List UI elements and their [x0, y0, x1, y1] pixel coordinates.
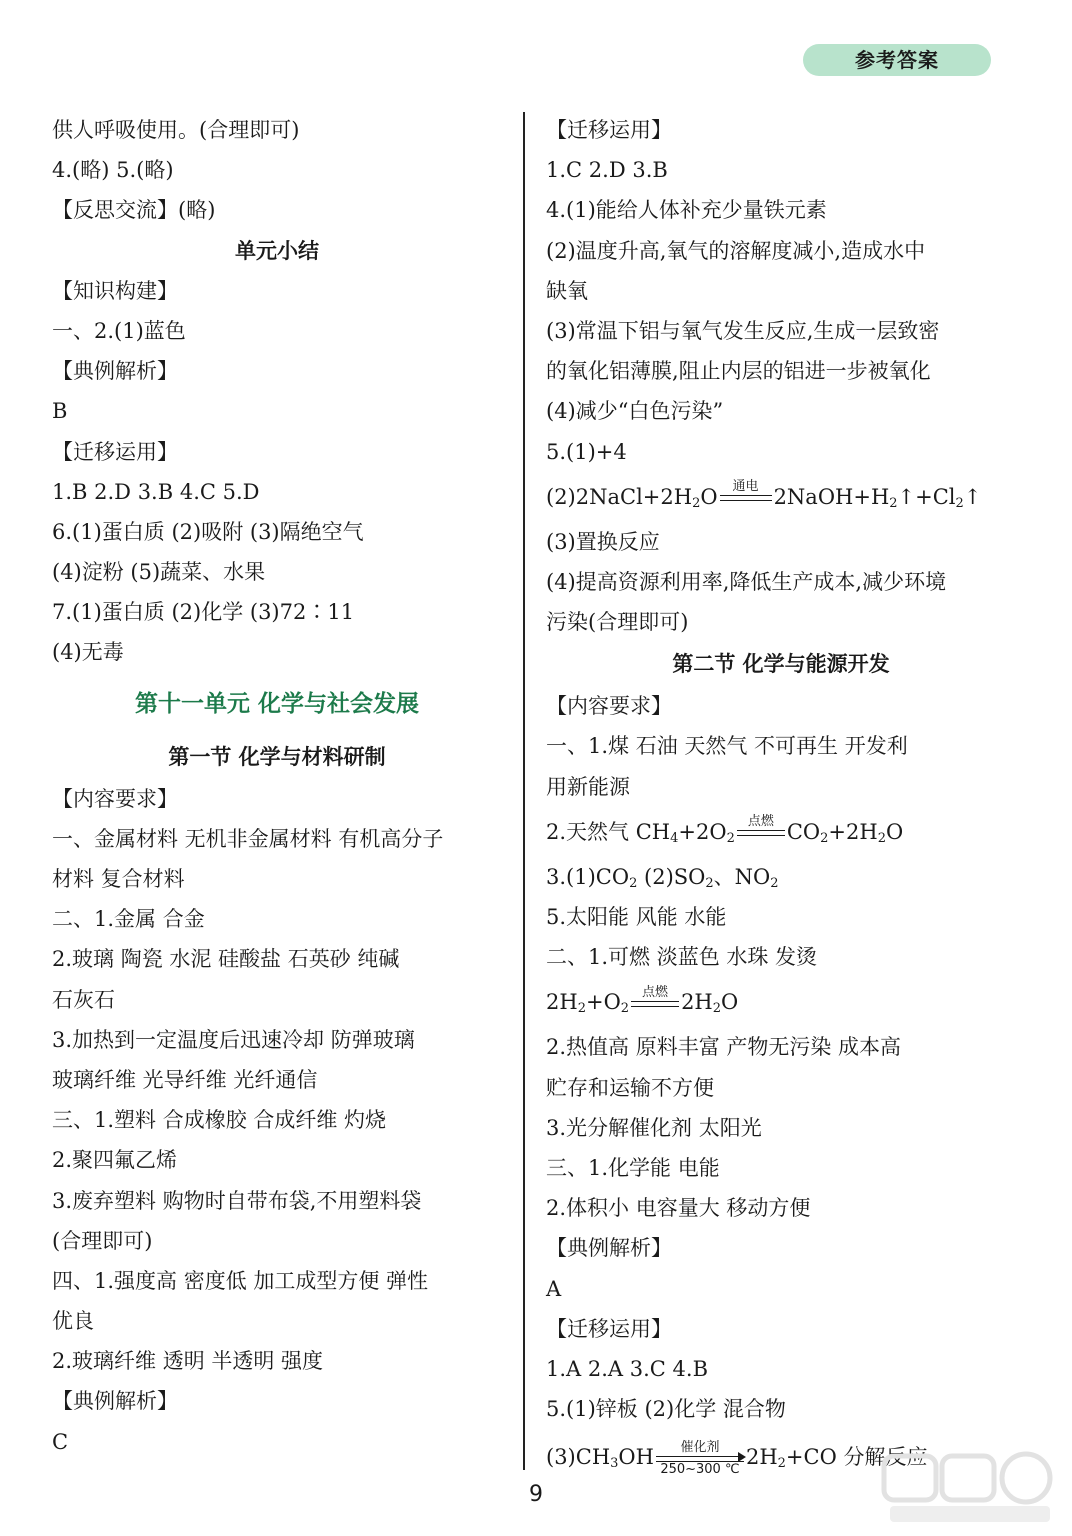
text-line: A [546, 1276, 562, 1301]
reaction-condition-empty [720, 502, 772, 516]
text-line: 三、1.塑料 合成橡胶 合成纤维 灼烧 [52, 1108, 387, 1133]
eq-text: 、NO [713, 864, 771, 889]
eq-subscript: 2 [712, 1001, 722, 1017]
eq-subscript: 2 [777, 1456, 786, 1472]
unit-heading: 第十一单元 化学与社会发展 [134, 690, 419, 717]
eq-text: OH [618, 1445, 654, 1470]
eq-text: O [721, 990, 739, 1015]
text-line: 一、2.(1)蓝色 [52, 318, 186, 343]
text-line: (4)淀粉 (5)蔬菜、水果 [52, 560, 266, 585]
text-line: 石灰石 [52, 987, 115, 1012]
reaction-condition: 点燃 [747, 814, 774, 830]
text-line: 【知识构建】 [52, 278, 178, 303]
eq-text: O [700, 484, 718, 509]
text-line: 1.B 2.D 3.B 4.C 5.D [52, 479, 260, 504]
eq-subscript: 2 [955, 495, 964, 511]
text-line: 一、金属材料 无机非金属材料 有机高分子 [52, 826, 444, 851]
text-line: 三、1.化学能 电能 [546, 1155, 720, 1180]
text-line: 供人呼吸使用。(合理即可) [52, 118, 300, 142]
reaction-arrow [656, 1441, 744, 1477]
eq-text: 2.天然气 CH [546, 819, 671, 844]
text-line: 5.(1)+4 [546, 439, 627, 464]
text-line: (3)置换反应 [546, 529, 660, 554]
text-line: 5.(1)锌板 (2)化学 混合物 [546, 1397, 786, 1422]
text-line: 7.(1)蛋白质 (2)化学 (3)72∶11 [52, 600, 355, 625]
text-line: 【迁移运用】 [546, 118, 672, 142]
text-line: (3)常温下铝与氧气发生反应,生成一层致密 [546, 318, 940, 343]
eq-subscript: 4 [670, 830, 679, 846]
text-line: 贮存和运输不方便 [546, 1075, 714, 1100]
column-divider [523, 112, 525, 1470]
eq-text: (2)SO [637, 864, 706, 889]
page-number: 9 [529, 1482, 543, 1507]
text-line: 玻璃纤维 光导纤维 光纤通信 [52, 1067, 318, 1092]
watermark-logo-icon [880, 1450, 1060, 1528]
eq-subscript: 3 [610, 1456, 619, 1472]
text-line: 四、1.强度高 密度低 加工成型方便 弹性 [52, 1268, 429, 1293]
eq-text: ↑ [963, 484, 982, 509]
text-line: 3.光分解催化剂 太阳光 [546, 1115, 762, 1140]
text-line: 2.聚四氟乙烯 [52, 1148, 178, 1173]
text-line: (2)温度升高,氧气的溶解度减小,造成水中 [546, 238, 926, 263]
reaction-condition-empty [631, 1008, 679, 1022]
eq-text: +2O [678, 819, 727, 844]
text-line: (4)减少“白色污染” [546, 399, 724, 424]
eq-text: 2H [546, 990, 578, 1015]
section-heading: 第二节 化学与能源开发 [672, 652, 890, 677]
eq-subscript: 2 [889, 495, 898, 511]
right-column [546, 110, 1016, 1485]
text-line: 二、1.金属 合金 [52, 907, 205, 932]
reaction-condition-temperature: 250~300 ℃ [660, 1461, 740, 1477]
text-line: 【反思交流】(略) [52, 198, 216, 223]
eq-text: 2H [745, 1445, 778, 1470]
eq-subscript: 2 [577, 1001, 586, 1017]
text-line: 【内容要求】 [546, 694, 672, 719]
equal-sign-bars [631, 1001, 679, 1007]
text-line: 【典例解析】 [52, 1389, 178, 1414]
reaction-condition: 催化剂 [680, 1439, 720, 1455]
eq-text: 3.(1)CO [546, 864, 630, 889]
text-line: 缺氧 [546, 278, 588, 303]
text-line: 的氧化铝薄膜,阻止内层的铝进一步被氧化 [546, 359, 931, 384]
text-line: 4.(略) 5.(略) [52, 158, 174, 183]
eq-text: +CO 分解反应 [785, 1445, 928, 1470]
text-line: 【典例解析】 [52, 359, 178, 384]
text-line: 5.太阳能 风能 水能 [546, 905, 727, 929]
section-heading: 第一节 化学与材料研制 [168, 744, 386, 769]
chemical-equation-hydrogen [546, 977, 1016, 1027]
eq-text: (3)CH [546, 1445, 611, 1470]
text-line: 3.加热到一定温度后迅速冷却 防弹玻璃 [52, 1027, 415, 1052]
eq-text: O [885, 819, 904, 844]
reaction-condition: 点燃 [642, 984, 669, 1000]
eq-subscript: 2 [692, 495, 701, 511]
text-line: 优良 [52, 1309, 94, 1334]
text-line: C [52, 1429, 69, 1454]
reaction-condition: 通电 [732, 479, 759, 495]
eq-text: +2H [828, 819, 878, 844]
text-line: (4)无毒 [52, 640, 124, 665]
text-line: 3.废弃塑料 购物时自带布袋,不用塑料袋 [52, 1188, 422, 1213]
text-line: 2.玻璃 陶瓷 水泥 硅酸盐 石英砂 纯碱 [52, 947, 400, 972]
text-line: 2.玻璃纤维 透明 半透明 强度 [52, 1349, 324, 1374]
eq-text: 2H [681, 990, 713, 1015]
text-line: 一、1.煤 石油 天然气 不可再生 开发利 [546, 734, 908, 759]
text-line: 1.C 2.D 3.B [546, 158, 668, 183]
text-line: (合理即可) [52, 1228, 153, 1253]
text-line: 二、1.可燃 淡蓝色 水珠 发烫 [546, 945, 818, 970]
eq-text: +O [585, 990, 621, 1015]
chemical-equation-electrolysis [546, 472, 1016, 522]
text-line: (4)提高资源利用率,降低生产成本,减少环境 [546, 569, 947, 594]
text-line: 【典例解析】 [546, 1236, 672, 1261]
arrow-bars [656, 1456, 744, 1462]
eq-subscript: 2 [726, 830, 735, 846]
eq-text: ↑+Cl [897, 484, 956, 509]
eq-text: (2)2NaCl+2H [546, 484, 693, 509]
left-column [52, 110, 502, 1462]
answer-badge: 参考答案 [803, 44, 991, 76]
eq-subscript: 2 [820, 830, 829, 846]
text-line: 【迁移运用】 [546, 1316, 672, 1341]
eq-subscript: 2 [629, 875, 638, 891]
text-line-formulas [546, 857, 1016, 897]
text-line: B [52, 399, 68, 424]
text-line: 2.热值高 原料丰富 产物无污染 成本高 [546, 1035, 902, 1060]
eq-subscript: 2 [770, 875, 779, 891]
text-line: 【内容要求】 [52, 786, 178, 811]
eq-text: 2NaOH+H [773, 484, 890, 509]
eq-subscript: 2 [705, 875, 714, 891]
text-line: 污染(合理即可) [546, 610, 689, 635]
text-line: 用新能源 [546, 774, 630, 799]
reaction-arrow [631, 986, 679, 1022]
text-line: 2.体积小 电容量大 移动方便 [546, 1196, 811, 1221]
eq-subscript: 2 [877, 830, 886, 846]
reaction-arrow [737, 815, 785, 851]
section-heading-unit-summary: 单元小结 [235, 238, 319, 263]
reaction-arrow [720, 480, 772, 516]
text-line: 4.(1)能给人体补充少量铁元素 [546, 198, 827, 223]
eq-subscript: 2 [620, 1001, 630, 1017]
text-line: 材料 复合材料 [52, 867, 185, 891]
eq-text: CO [786, 819, 821, 844]
text-line: 1.A 2.A 3.C 4.B [546, 1356, 709, 1381]
reaction-condition-empty [737, 837, 785, 851]
text-line: 6.(1)蛋白质 (2)吸附 (3)隔绝空气 [52, 519, 364, 544]
chemical-equation-methane [546, 807, 1016, 857]
text-line: 【迁移运用】 [52, 439, 178, 464]
